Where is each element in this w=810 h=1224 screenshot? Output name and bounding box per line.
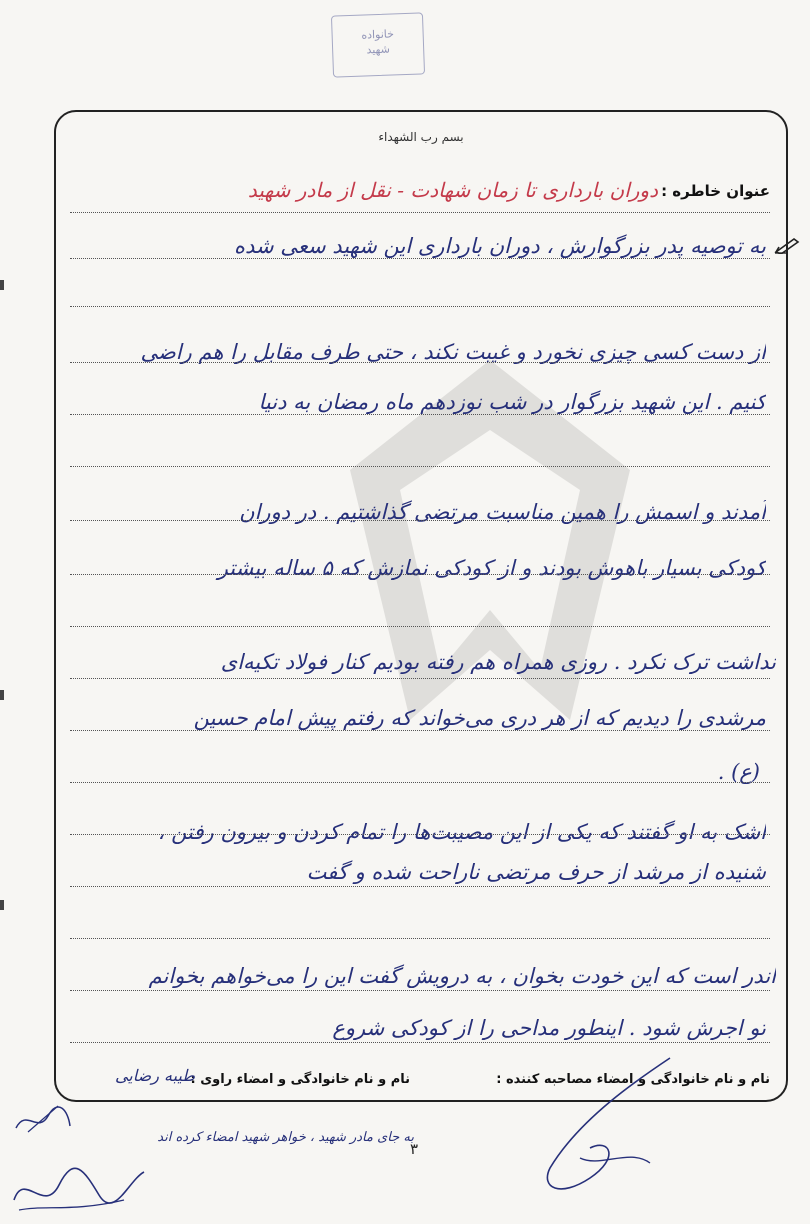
memory-line: اندر است که این خودت بخوان ، به درویش گفت این را می‌خواهم بخوانم <box>148 964 776 988</box>
pen-icon <box>774 236 800 254</box>
memory-line: کودکی بسیار باهوش بودند و از کودکی نمازش که ۵ ساله بیشتر <box>217 556 766 580</box>
memory-title-label: عنوان خاطره : <box>661 182 770 200</box>
dotted-rule <box>70 306 770 307</box>
dotted-rule <box>70 782 770 783</box>
dotted-rule <box>70 678 770 679</box>
dotted-rule <box>70 574 770 575</box>
dotted-rule <box>70 362 770 363</box>
dotted-rule <box>70 938 770 939</box>
interviewer-signature <box>520 1038 690 1208</box>
dotted-rule <box>70 466 770 467</box>
page-number: ۳ <box>410 1140 419 1158</box>
page-edge-mark <box>0 900 4 910</box>
dotted-rule <box>70 414 770 415</box>
handwritten-signature <box>4 1160 154 1220</box>
stamp-line-2: شهید <box>366 42 391 57</box>
narrator-name: طیبه رضایی <box>114 1066 195 1085</box>
dotted-rule <box>70 730 770 731</box>
memory-line: کنیم . این شهید بزرگوار در شب نوزدهم ماه رمضان به دنیا <box>258 390 766 414</box>
dotted-rule <box>70 886 770 887</box>
interviewer-signature-label: نام و نام خانوادگی و امضاء مصاحبه کننده : <box>496 1072 770 1087</box>
memory-line: تو اجرش شود . اینطور مداحی را از کودکی شروع <box>332 1016 766 1040</box>
memory-line: شنیده از مرشد از حرف مرتضی ناراحت شده و گفت <box>306 860 766 884</box>
memory-line: از دست کسی چیزی نخورد و غیبت نکند ، حتی طرف مقابل را هم راضی <box>140 340 766 364</box>
memory-line: نداشت ترک نکرد . روزی همراه هم رفته بودیم کنار فولاد تکیه‌ای <box>220 650 776 674</box>
dotted-rule <box>70 520 770 521</box>
basmala-heading: بسم رب الشهداء <box>378 130 464 144</box>
dotted-rule <box>70 990 770 991</box>
archive-stamp <box>331 12 425 77</box>
memory-line: به توصیه پدر بزرگوارش ، دوران بارداری این شهید سعی شده <box>234 234 766 258</box>
narrator-signature-label: نام و نام خانوادگی و امضاء راوی : <box>190 1072 410 1087</box>
memory-line: مرشدی را دیدیم که از هر دری می‌خواند که رفتم پیش امام حسین <box>193 706 766 730</box>
dotted-rule <box>70 258 770 259</box>
dotted-rule <box>70 626 770 627</box>
margin-note: به جای مادر شهید ، خواهر شهید امضاء کرده اند <box>157 1130 414 1145</box>
handwritten-signature <box>8 1098 78 1138</box>
page-edge-mark <box>0 280 4 290</box>
dotted-rule <box>70 834 770 835</box>
stamp-line-1: خانواده <box>361 27 395 42</box>
title-dotted-line <box>70 212 770 213</box>
memory-line: اشک به او گفتند که یکی از این مصیبت‌ها را تمام کردن و بیرون رفتن ، <box>157 820 766 844</box>
page-edge-mark <box>0 690 4 700</box>
memory-title-value: دوران بارداری تا زمان شهادت - نقل از مادر شهید <box>247 178 658 202</box>
memory-line: آمدند و اسمش را همین مناسبت مرتضی گذاشتیم . در دوران <box>239 500 766 524</box>
memory-line: (ع) . <box>717 760 760 784</box>
